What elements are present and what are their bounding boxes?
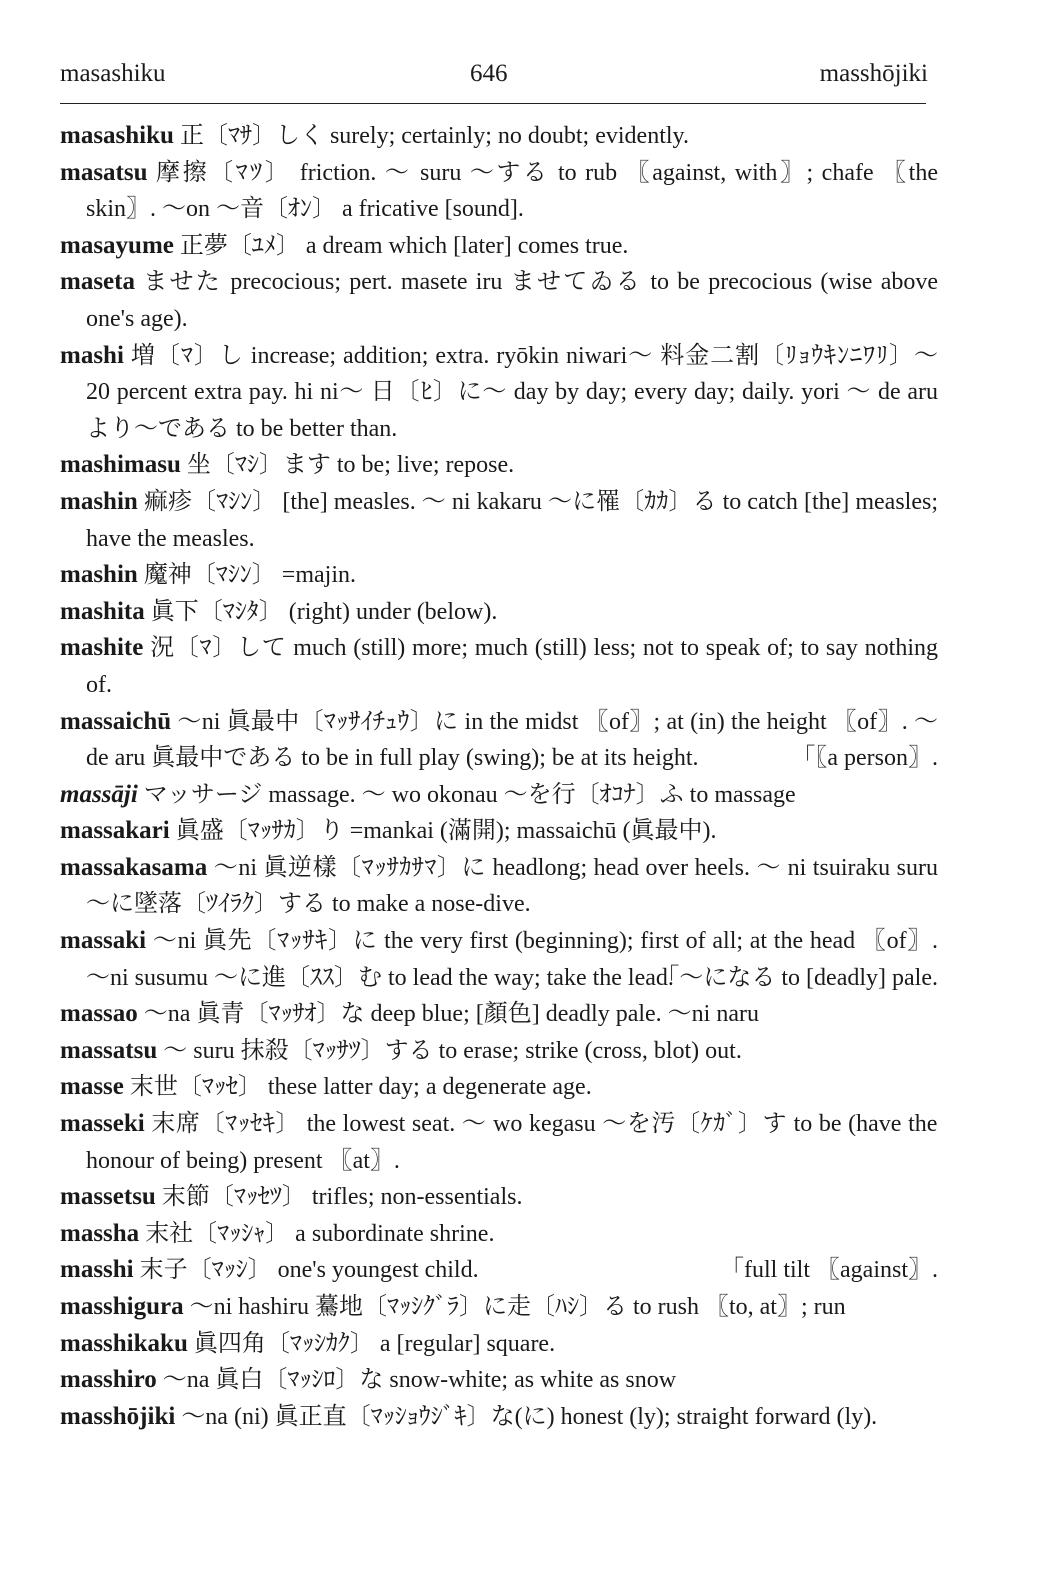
entry xyxy=(60,447,938,484)
entry xyxy=(60,630,938,703)
definition: 眞四角〔ﾏｯｼｶｸ〕 a [regular] square. xyxy=(187,1330,556,1357)
entry xyxy=(60,923,938,996)
headword: mashimasu xyxy=(60,451,181,479)
definition: 末子〔ﾏｯｼ〕 one's youngest child. xyxy=(133,1257,479,1284)
entry xyxy=(60,118,938,155)
entry xyxy=(60,594,938,631)
headword: mashi xyxy=(60,341,124,369)
runover-fragment: 「full tilt 〖against〗. xyxy=(720,1257,938,1284)
definition: ～ni 眞先〔ﾏｯｻｷ〕に the very first (beginning); first of all; at the head 〖of〗. ～ni susumu ～に進〔ｽｽ〕む to lead the way; take the lead. xyxy=(86,928,938,991)
entry xyxy=(60,1179,938,1216)
running-header xyxy=(60,60,928,100)
headword: masatsu xyxy=(60,158,148,186)
page-number: 646 xyxy=(470,60,508,87)
definition: 増〔ﾏ〕し increase; addition; extra. ryōkin niwari～ 料金二割〔ﾘｮｳｷﾝﾆﾜﾘ〕～ 20 percent extra pay. hi ni～ 日〔ﾋ〕に～ day by day; every day; daily. yori ～ de aru より～である to be better than. xyxy=(86,342,938,442)
header-last-guideword: masshōjiki xyxy=(819,60,928,87)
definition: 痲疹〔ﾏｼﾝ〕 [the] measles. ～ ni kakaru ～に罹〔ｶｶ〕る to catch [the] measles; have the measles. xyxy=(86,488,938,552)
headword: massakasama xyxy=(60,853,208,881)
entry xyxy=(60,1289,938,1326)
entry-list xyxy=(60,118,938,1435)
entry xyxy=(60,1252,938,1289)
headword: masseki xyxy=(60,1110,145,1138)
definition: 正〔ﾏｻ〕しく surely; certainly; no doubt; evidently. xyxy=(173,123,689,149)
runover-fragment: 「～になる to [deadly] pale. xyxy=(655,964,938,991)
entry xyxy=(60,777,938,814)
header-rule xyxy=(60,103,926,104)
definition: ～na 眞白〔ﾏｯｼﾛ〕な snow-white; as white as snow xyxy=(156,1367,677,1394)
definition: ～ni 眞最中〔ﾏｯｻｲﾁｭｳ〕に in the midst 〖of〗; at (in) the height 〖of〗. ～de aru 眞最中である to be in full play (swing); be at its height. xyxy=(86,708,938,772)
headword: mashite xyxy=(60,634,144,662)
definition: 末節〔ﾏｯｾﾂ〕 trifles; non-essentials. xyxy=(155,1184,523,1211)
headword: masayume xyxy=(60,231,174,259)
entry xyxy=(60,1399,938,1436)
entry xyxy=(60,1362,938,1399)
definition: ～na 眞青〔ﾏｯｻｵ〕な deep blue; [顏色] deadly pale. ～ni naru xyxy=(137,1001,759,1028)
headword: massakari xyxy=(60,817,170,845)
entry xyxy=(60,996,938,1033)
headword: mashita xyxy=(60,597,145,625)
definition: 況〔ﾏ〕して much (still) more; much (still) less; not to speak of; to say nothing of. xyxy=(86,635,938,698)
definition: ～na (ni) 眞正直〔ﾏｯｼｮｳｼﾞｷ〕な(に) honest (ly); straight forward (ly). xyxy=(175,1403,878,1430)
headword: massao xyxy=(60,1000,138,1028)
definition: 眞下〔ﾏｼﾀ〕 (right) under (below). xyxy=(144,598,498,625)
headword: masshōjiki xyxy=(60,1402,176,1430)
headword: mashin xyxy=(60,487,138,515)
runover-fragment: 「〖a person〗. xyxy=(791,745,938,772)
definition: 摩擦〔ﾏﾂ〕 friction. ～ suru ～する to rub 〖against, with〗; chafe 〖the skin〗. ～on ～音〔ｵﾝ〕 a fricative [sound]. xyxy=(86,159,938,223)
headword: masshikaku xyxy=(60,1329,188,1357)
definition: マッサージ massage. ～ wo okonau ～を行〔ｵｺﾅ〕ふ to massage xyxy=(137,781,796,808)
definition: 正夢〔ﾕﾒ〕 a dream which [later] comes true. xyxy=(173,232,629,259)
header-first-guideword: masashiku xyxy=(60,60,166,87)
entry xyxy=(60,1216,938,1253)
headword: masshigura xyxy=(60,1293,184,1320)
definition: 眞盛〔ﾏｯｻｶ〕り =mankai (滿開); massaichū (眞最中). xyxy=(169,818,717,845)
entry xyxy=(60,338,938,448)
headword: masse xyxy=(60,1073,124,1101)
entry xyxy=(60,813,938,850)
definition: 末社〔ﾏｯｼｬ〕 a subordinate shrine. xyxy=(139,1220,495,1247)
headword: massaichū xyxy=(60,707,172,735)
headword: mashin xyxy=(60,561,138,589)
entry xyxy=(60,1106,938,1179)
headword: masshiro xyxy=(60,1366,157,1394)
entry xyxy=(60,484,938,557)
entry xyxy=(60,264,938,337)
entry xyxy=(60,228,938,265)
definition: 末世〔ﾏｯｾ〕 these latter day; a degenerate age. xyxy=(123,1074,592,1101)
entry xyxy=(60,704,938,777)
definition: ～ni hashiru 驀地〔ﾏｯｼｸﾞﾗ〕に走〔ﾊｼ〕る to rush 〖to, at〗; run xyxy=(183,1294,846,1320)
definition: ませた precocious; pert. masete iru ませてゐる to be precocious (wise above one's age). xyxy=(86,269,938,332)
headword: masshi xyxy=(60,1256,134,1284)
headword: masashiku xyxy=(60,122,174,149)
entry xyxy=(60,850,938,923)
definition: 坐〔ﾏｼ〕ます to be; live; repose. xyxy=(180,452,515,479)
entry xyxy=(60,1033,938,1070)
headword: maseta xyxy=(60,268,135,296)
headword: massetsu xyxy=(60,1183,156,1211)
definition: ～ suru 抹殺〔ﾏｯｻﾂ〕する to erase; strike (cross, blot) out. xyxy=(157,1037,742,1064)
definition: 魔神〔ﾏｼﾝ〕 =majin. xyxy=(137,562,357,589)
entry xyxy=(60,155,938,228)
entry xyxy=(60,1326,938,1363)
headword: massāji xyxy=(60,780,138,808)
definition: ～ni 眞逆樣〔ﾏｯｻｶｻﾏ〕に headlong; head over heels. ～ ni tsuiraku suru ～に墜落〔ﾂｲﾗｸ〕する to make a nose-dive. xyxy=(86,854,938,918)
entry xyxy=(60,557,938,594)
definition: 末席〔ﾏｯｾｷ〕 the lowest seat. ～ wo kegasu ～を汚〔ｹｶﾞ〕す to be (have the honour of being) present 〖at〗. xyxy=(86,1111,938,1174)
headword: massatsu xyxy=(60,1036,158,1064)
headword: massaki xyxy=(60,927,147,955)
entry xyxy=(60,1069,938,1106)
headword: massha xyxy=(60,1219,140,1247)
